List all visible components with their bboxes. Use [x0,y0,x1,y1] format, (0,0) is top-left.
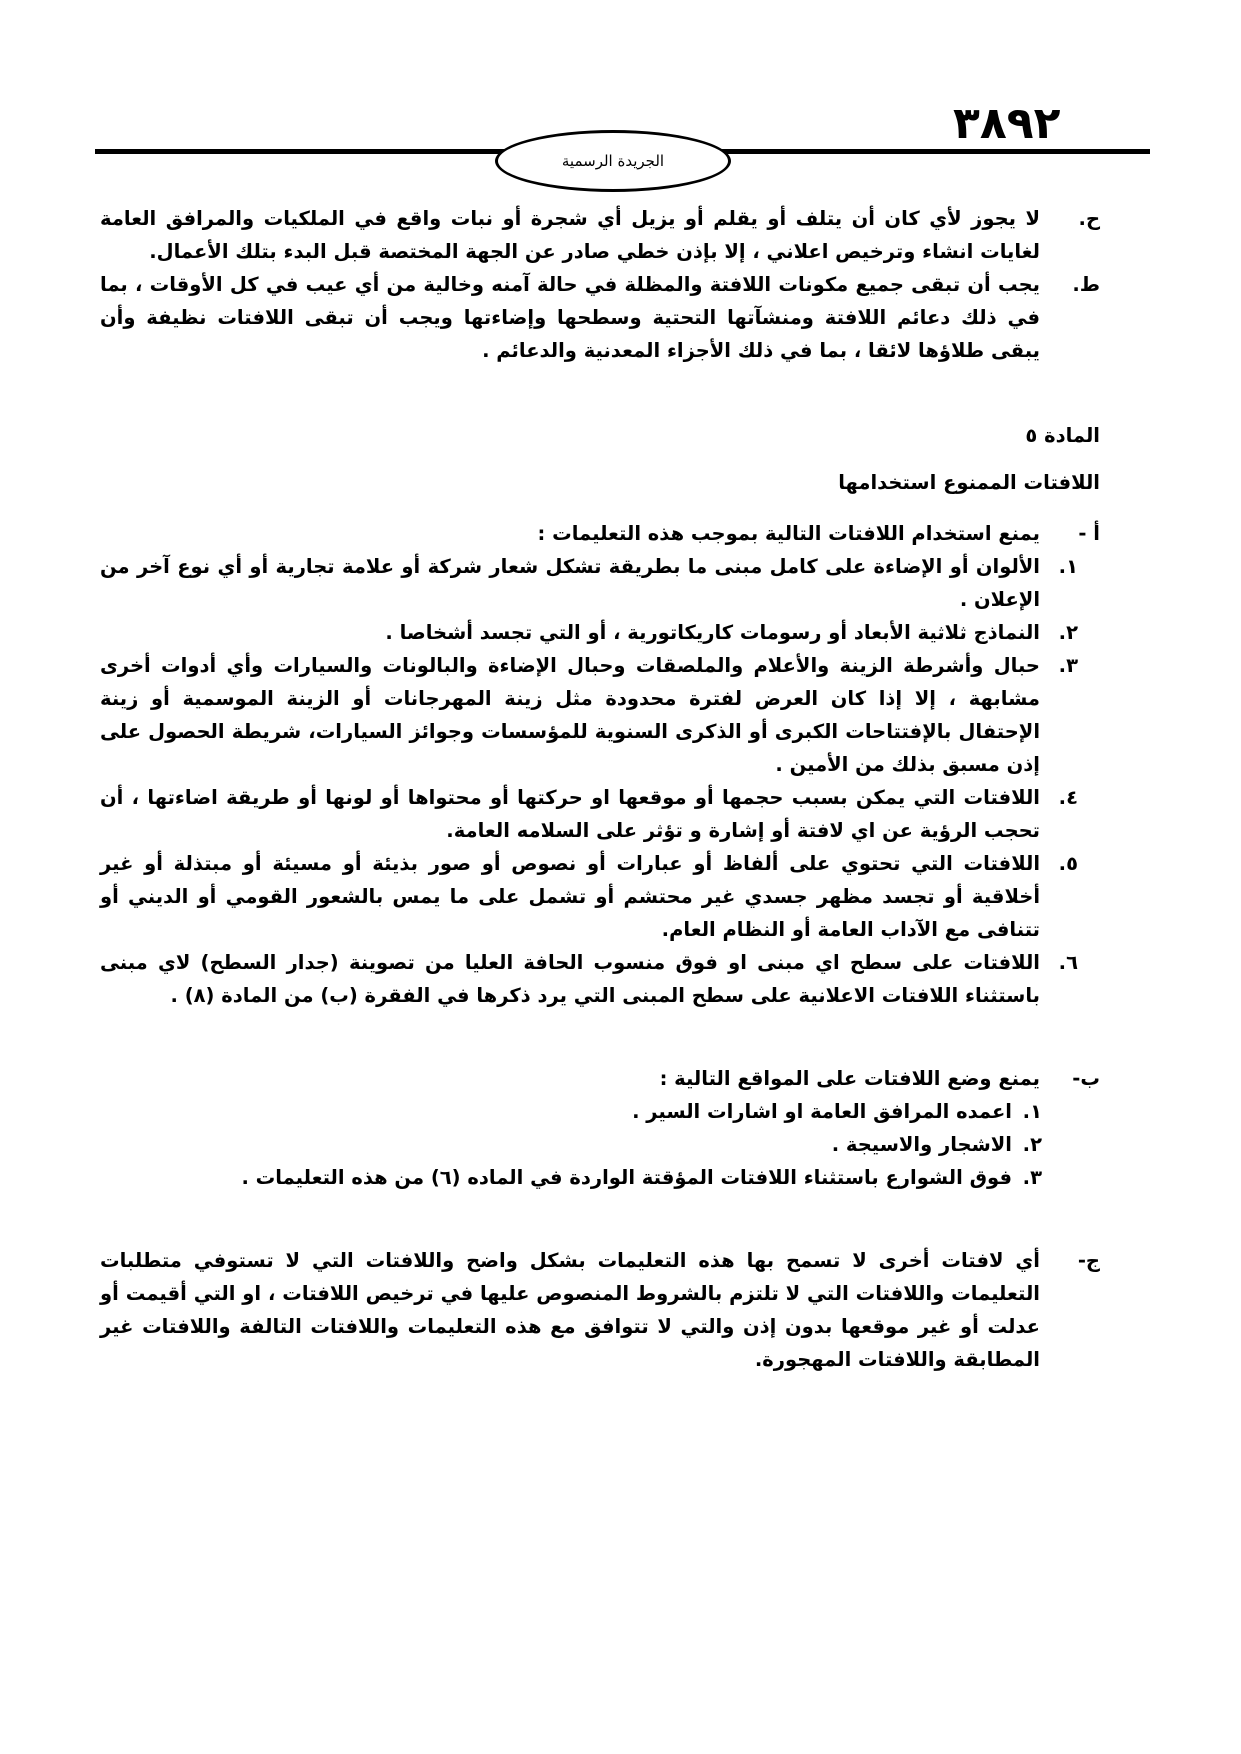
clause-text: يجب أن تبقى جميع مكونات اللافتة والمظلة في حالة آمنه وخالية من أي عيب في كل الأوقات ، بما في ذلك دعائم اللافتة ومنشآتها التحتية وسطحها وإضاءتها ويجب أن تبقى اللافتات نظيفة وأن يبقى طلاؤها لائقا ، بما في ذلك الأجزاء المعدنية والدعائم . [100,273,1040,362]
list-item [100,1128,1042,1161]
item-number: ٤. [1058,786,1078,809]
document-body [100,202,1100,1376]
item-text: حبال وأشرطة الزينة والأعلام والملصقات وحبال الإضاءة والبالونات والسيارات وأي أدوات أخرى مشابهة ، إلا إذا كان العرض لفترة محدودة مثل زينة المهرجانات أو الزينة الموسمية أو زينة الإحتفال بالإفتتاحات الكبرى أو الذكرى السنوية للمؤسسات وجوائز السيارات، شريطة الحصول على إذن مسبق بذلك من الأمين . [100,654,1040,776]
section-a-intro [100,517,1100,550]
item-number: ٥. [1058,852,1078,875]
item-text: فوق الشوارع باستثناء اللافتات المؤقتة الواردة في الماده (٦) من هذه التعليمات . [241,1166,1012,1189]
section-intro: يمنع وضع اللافتات على المواقع التالية : [659,1067,1040,1090]
item-number: ١. [1022,1100,1042,1123]
clause-text: لا يجوز لأي كان أن يتلف أو يقلم أو يزيل أي شجرة أو نبات واقع في الملكيات والمرافق العامة لغايات انشاء وترخيص اعلاني ، إلا بإذن خطي صادر عن الجهة المختصة قبل البدء بتلك الأعمال. [100,207,1040,263]
item-text: اللافتات التي يمكن بسبب حجمها أو موقعها او حركتها أو محتواها أو لونها أو طريقة اضاءتها ، أن تحجب الرؤية عن اي لافتة أو إشارة و تؤثر على السلامه العامة. [100,786,1040,842]
article-subtitle: اللافتات الممنوع استخدامها [838,471,1100,494]
list-item [100,1095,1042,1128]
list-item [100,1161,1042,1194]
item-number: ٣. [1058,654,1078,677]
item-number: ٢. [1058,621,1078,644]
list-item [100,781,1100,847]
article-title: المادة ٥ [1025,424,1100,447]
clause-ha [100,202,1100,268]
section-text: أي لافتات أخرى لا تسمح بها هذه التعليمات بشكل واضح واللافتات التي لا تستوفي متطلبات التعليمات واللافتات التي لا تلتزم بالشروط المنصوص عليها في ترخيص اللافتات ، او التي أقيمت أو عدلت أو غير موقعها بدون إذن والتي لا تتوافق مع هذه التعليمات واللافتات التالفة واللافتات غير المطابقة واللافتات المهجورة. [100,1249,1040,1371]
section-c [100,1244,1100,1376]
clause-ta [100,268,1100,367]
item-text: النماذج ثلاثية الأبعاد أو رسومات كاريكاتورية ، أو التي تجسد أشخاصا . [385,621,1040,644]
section-label: ج- [1077,1249,1100,1272]
list-item [100,946,1100,1012]
item-text: اللافتات على سطح اي مبنى او فوق منسوب الحافة العليا من تصوينة (جدار السطح) لاي مبنى باستثناء اللافتات الاعلانية على سطح المبنى التي يرد ذكرها في الفقرة (ب) من المادة (٨) . [100,951,1040,1007]
list-item [100,649,1100,781]
section-label: ب- [1072,1067,1100,1090]
item-text: الاشجار والاسيجة . [831,1133,1012,1156]
clause-label: ح. [1078,207,1100,230]
section-b-intro [100,1062,1100,1095]
item-number: ٢. [1022,1133,1042,1156]
clause-label: ط. [1072,273,1100,296]
item-number: ٣. [1022,1166,1042,1189]
gazette-title: الجريدة الرسمية [495,130,731,192]
section-label: أ - [1078,522,1100,545]
item-text: اللافتات التي تحتوي على ألفاظ أو عبارات أو نصوص أو صور بذيئة أو مسيئة أو مبتذلة أو غير أخلاقية أو تجسد مظهر جسدي غير محتشم أو تشمل على ما يمس بالشعور القومي أو الديني أو تتنافى مع الآداب العامة أو النظام العام. [100,852,1040,941]
item-number: ٦. [1058,951,1078,974]
list-item [100,847,1100,946]
list-item [100,550,1100,616]
item-text: الألوان أو الإضاءة على كامل مبنى ما بطريقة تشكل شعار شركة أو علامة تجارية أو أي نوع آخر من الإعلان . [100,555,1040,611]
list-item [100,616,1100,649]
section-intro: يمنع استخدام اللافتات التالية بموجب هذه التعليمات : [537,522,1040,545]
section-b-list [100,1095,1100,1194]
item-number: ١. [1058,555,1078,578]
item-text: اعمده المرافق العامة او اشارات السير . [632,1100,1012,1123]
page-number: ٣٨٩٢ [953,98,1061,149]
